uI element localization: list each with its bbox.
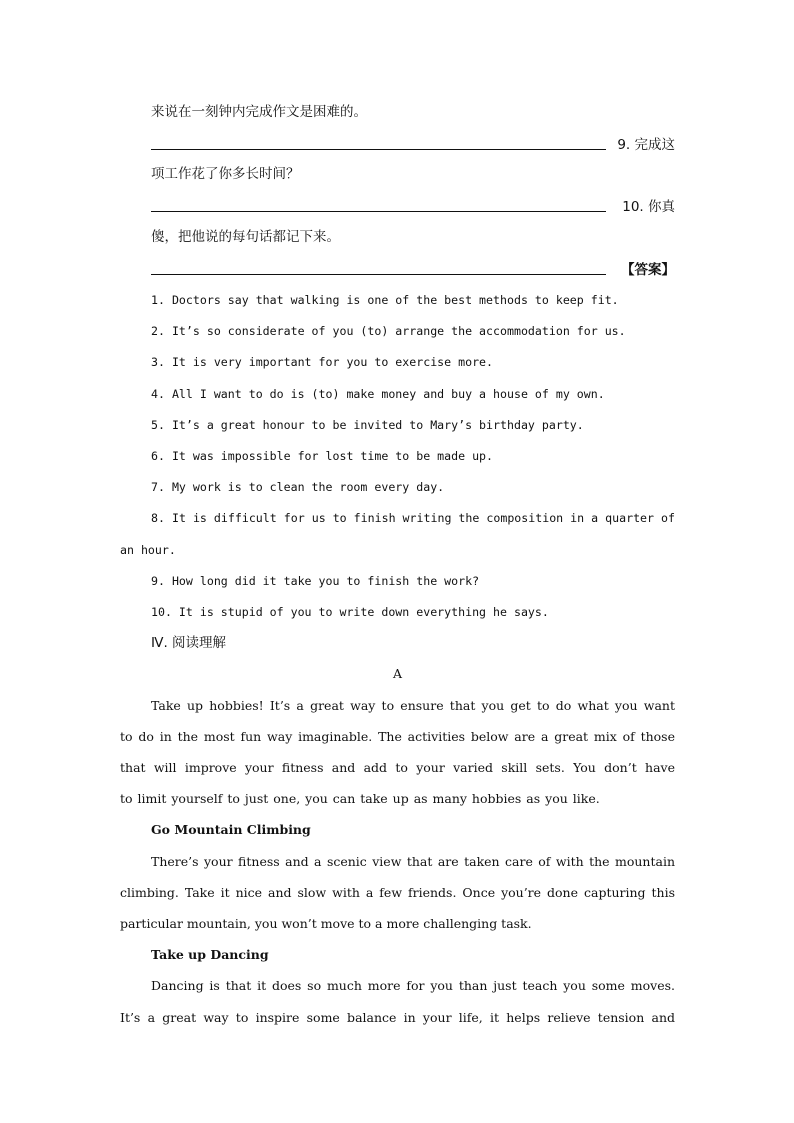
exercise-10-continuation: 傻，把他说的每句话都记下来。 xyxy=(151,229,340,245)
answer-item: 4. All I want to do is (to) make money and buy a house of my own. xyxy=(151,387,605,401)
exercise-8-continuation: 来说在一刻钟内完成作文是困难的。 xyxy=(151,104,367,120)
answer-item: 3. It is very important for you to exercise more. xyxy=(151,355,494,369)
exercise-9-label: 9. 完成这 xyxy=(617,137,675,153)
passage-line: to do in the most fun way imaginable. The activities below are a great mix of those xyxy=(120,729,675,744)
passage-line: that will improve your fitness and add to your varied skill sets. You don’t have xyxy=(120,760,675,775)
answer-item: 6. It was impossible for lost time to be made up. xyxy=(151,449,494,463)
passage-line: Take up hobbies! It’s a great way to ensure that you get to do what you want xyxy=(151,698,675,713)
passage-line: It’s a great way to inspire some balance in your life, it helps relieve tension and xyxy=(120,1010,675,1025)
passage-line: Dancing is that it does so much more for you than just teach you some moves. xyxy=(151,978,675,993)
exercise-8-answer-row xyxy=(151,135,675,153)
answer-item: 8. It is difficult for us to finish writing the composition in a quarter of xyxy=(151,511,675,525)
passage-part-label: A xyxy=(392,666,403,681)
answer-heading: 【答案】 xyxy=(621,262,675,278)
answer-item-continuation: an hour. xyxy=(120,543,176,557)
answer-item: 1. Doctors say that walking is one of the best methods to keep fit. xyxy=(151,293,619,307)
section-heading: Ⅳ. 阅读理解 xyxy=(151,635,227,651)
exercise-10-answer-row xyxy=(151,260,675,278)
answer-item: 7. My work is to clean the room every day. xyxy=(151,480,445,494)
passage-line: particular mountain, you won’t move to a more challenging task. xyxy=(120,916,532,931)
exercise-9-answer-row xyxy=(151,197,675,215)
answer-blank-line[interactable] xyxy=(151,211,606,212)
answer-item: 2. It’s so considerate of you (to) arrange the accommodation for us. xyxy=(151,324,626,338)
exercise-9-continuation: 项工作花了你多长时间？ xyxy=(151,166,300,182)
passage-line: to limit yourself to just one, you can take up as many hobbies as you like. xyxy=(120,791,600,806)
exercise-10-label: 10. 你真 xyxy=(622,199,675,215)
answer-blank-line[interactable] xyxy=(151,149,606,150)
passage-line: There’s your fitness and a scenic view that are taken care of with the mountain xyxy=(151,854,675,869)
subheading-mountain-climbing: Go Mountain Climbing xyxy=(151,822,311,837)
answer-item: 5. It’s a great honour to be invited to Mary’s birthday party. xyxy=(151,418,584,432)
passage-line: climbing. Take it nice and slow with a few friends. Once you’re done capturing this xyxy=(120,885,675,900)
answer-blank-line[interactable] xyxy=(151,274,606,275)
answer-item: 9. How long did it take you to finish the work? xyxy=(151,574,480,588)
answer-item: 10. It is stupid of you to write down everything he says. xyxy=(151,605,549,619)
subheading-dancing: Take up Dancing xyxy=(151,947,269,962)
